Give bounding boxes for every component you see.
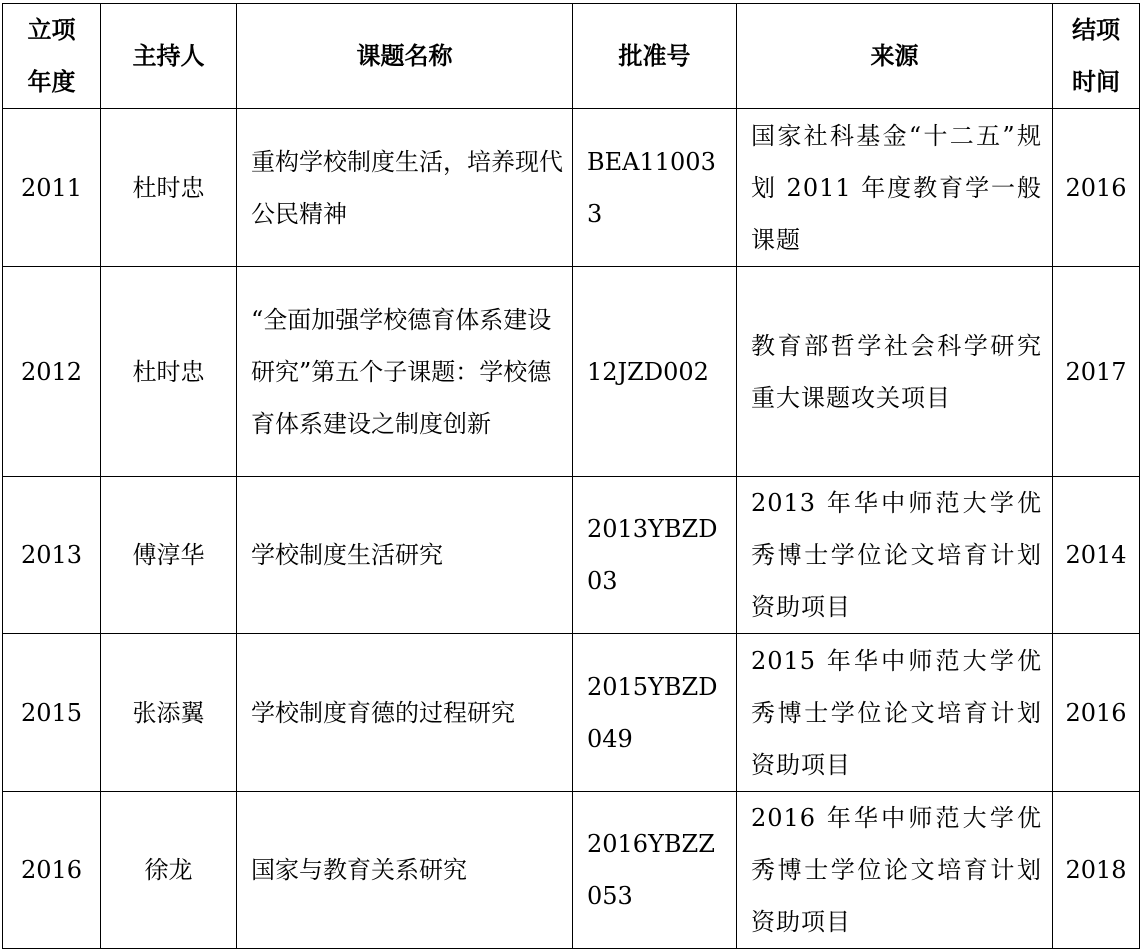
cell-approval: 2016YBZZ053 [573,792,737,949]
header-host: 主持人 [101,4,237,109]
header-row [3,4,1140,109]
cell-end: 2014 [1053,477,1140,634]
header-approval: 批准号 [573,4,737,109]
cell-host: 徐龙 [101,792,237,949]
cell-end: 2017 [1053,267,1140,477]
cell-host: 杜时忠 [101,109,237,267]
header-source: 来源 [737,4,1053,109]
cell-year: 2012 [3,267,101,477]
cell-end: 2018 [1053,792,1140,949]
cell-year: 2011 [3,109,101,267]
cell-host: 张添翼 [101,634,237,792]
header-year-line2: 年度 [27,67,76,96]
cell-approval: 12JZD002 [573,267,737,477]
cell-host: 杜时忠 [101,267,237,477]
cell-source: 2016 年华中师范大学优秀博士学位论文培育计划资助项目 [737,792,1053,949]
table-row [3,792,1140,949]
projects-table [2,3,1140,949]
cell-title: “全面加强学校德育体系建设研究”第五个子课题：学校德育体系建设之制度创新 [237,267,573,477]
cell-approval: BEA110033 [573,109,737,267]
header-end-line2: 时间 [1072,67,1120,96]
cell-title: 学校制度育德的过程研究 [237,634,573,792]
cell-title: 重构学校制度生活，培养现代公民精神 [237,109,573,267]
cell-approval: 2013YBZD03 [573,477,737,634]
table-row [3,267,1140,477]
cell-source: 国家社科基金“十二五”规划 2011 年度教育学一般课题 [737,109,1053,267]
cell-approval: 2015YBZD049 [573,634,737,792]
cell-year: 2013 [3,477,101,634]
cell-end: 2016 [1053,109,1140,267]
cell-source: 2015 年华中师范大学优秀博士学位论文培育计划资助项目 [737,634,1053,792]
cell-year: 2015 [3,634,101,792]
cell-title: 国家与教育关系研究 [237,792,573,949]
cell-source: 2013 年华中师范大学优秀博士学位论文培育计划资助项目 [737,477,1053,634]
table-row [3,477,1140,634]
header-title: 课题名称 [237,4,573,109]
cell-title: 学校制度生活研究 [237,477,573,634]
header-end [1053,4,1140,109]
header-year [3,4,101,109]
cell-source: 教育部哲学社会科学研究重大课题攻关项目 [737,267,1053,477]
cell-year: 2016 [3,792,101,949]
cell-end: 2016 [1053,634,1140,792]
table-row [3,634,1140,792]
cell-host: 傅淳华 [101,477,237,634]
header-end-line1: 结项 [1072,15,1120,44]
header-year-line1: 立项 [27,15,76,44]
table-row [3,109,1140,267]
